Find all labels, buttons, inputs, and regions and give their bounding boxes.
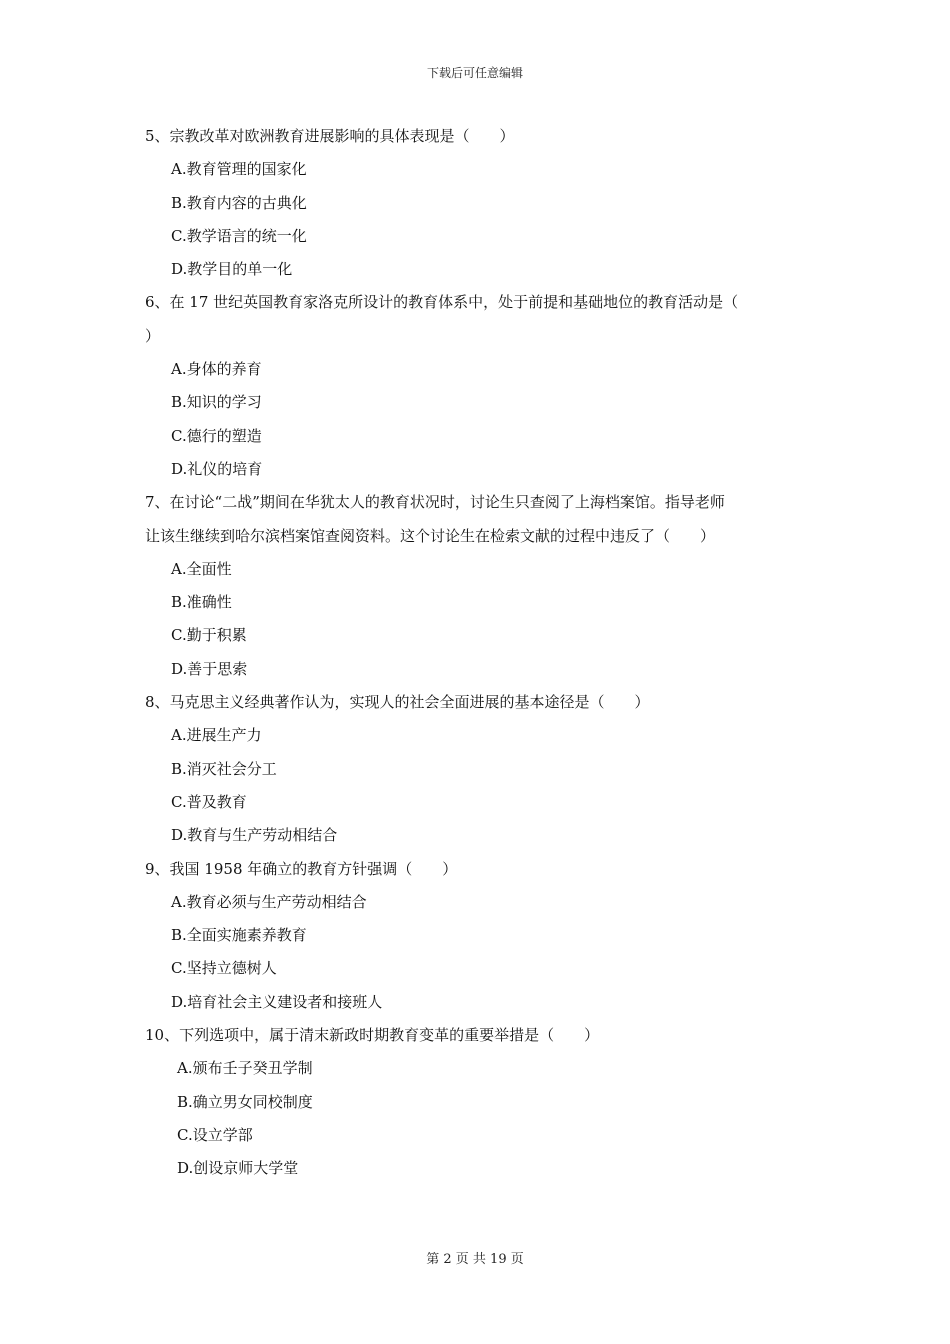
option-c: C.德行的塑造 bbox=[171, 426, 262, 445]
question-7 bbox=[145, 486, 810, 686]
option-a: A.教育管理的国家化 bbox=[171, 160, 307, 179]
page-header: 下载后可任意编辑 bbox=[426, 66, 523, 80]
option-c: C.教学语言的统一化 bbox=[171, 226, 307, 245]
question-stem-continued: 让该生继续到哈尔滨档案馆查阅资料。这个讨论生在检索文献的过程中违反了（ ） bbox=[145, 526, 716, 545]
option-d: D.教育与生产劳动相结合 bbox=[171, 826, 338, 845]
question-stem: 9、我国 1958 年确立的教育方针强调（ ） bbox=[145, 859, 458, 878]
option-a: A.进展生产力 bbox=[171, 726, 262, 745]
question-stem: 8、马克思主义经典著作认为，实现人的社会全面进展的基本途径是（ ） bbox=[145, 693, 650, 712]
option-d: D.礼仪的培育 bbox=[171, 459, 263, 478]
option-b: B.全面实施素养教育 bbox=[171, 926, 307, 945]
option-a: A.颁布壬子癸丑学制 bbox=[177, 1059, 313, 1078]
question-list bbox=[145, 120, 810, 1186]
question-stem: 5、宗教改革对欧洲教育进展影响的具体表现是（ ） bbox=[145, 127, 515, 145]
page-footer: 第 2 页 共 19 页 bbox=[426, 1252, 524, 1267]
option-d: D.创设京师大学堂 bbox=[177, 1159, 299, 1178]
option-a: A.身体的养育 bbox=[171, 360, 262, 379]
option-b: B.准确性 bbox=[171, 593, 232, 612]
option-d: D.教学目的单一化 bbox=[171, 260, 293, 279]
question-stem: 10、下列选项中，属于清末新政时期教育变革的重要举措是（ ） bbox=[145, 1026, 600, 1045]
option-c: C.普及教育 bbox=[171, 792, 247, 811]
option-b: B.确立男女同校制度 bbox=[177, 1092, 313, 1111]
question-9 bbox=[145, 853, 810, 1019]
question-stem-continued: ） bbox=[145, 326, 161, 345]
option-a: A.全面性 bbox=[171, 559, 232, 578]
option-c: C.设立学部 bbox=[177, 1125, 253, 1144]
question-stem: 7、在讨论“二战”期间在华犹太人的教育状况时，讨论生只查阅了上海档案馆。指导老师 bbox=[145, 493, 725, 512]
option-d: D.善于思索 bbox=[171, 659, 248, 678]
question-stem: 6、在 17 世纪英国教育家洛克所设计的教育体系中，处于前提和基础地位的教育活动是（ bbox=[145, 293, 739, 312]
question-10 bbox=[145, 1019, 810, 1185]
question-6 bbox=[145, 286, 810, 486]
option-b: B.消灭社会分工 bbox=[171, 759, 277, 778]
option-a: A.教育必须与生产劳动相结合 bbox=[171, 892, 367, 911]
option-c: C.勤于积累 bbox=[171, 626, 247, 645]
option-b: B.教育内容的古典化 bbox=[171, 193, 307, 212]
option-d: D.培育社会主义建设者和接班人 bbox=[171, 992, 383, 1011]
question-8 bbox=[145, 686, 810, 852]
option-b: B.知识的学习 bbox=[171, 393, 262, 412]
option-c: C.坚持立德树人 bbox=[171, 959, 277, 978]
question-5 bbox=[145, 120, 810, 286]
